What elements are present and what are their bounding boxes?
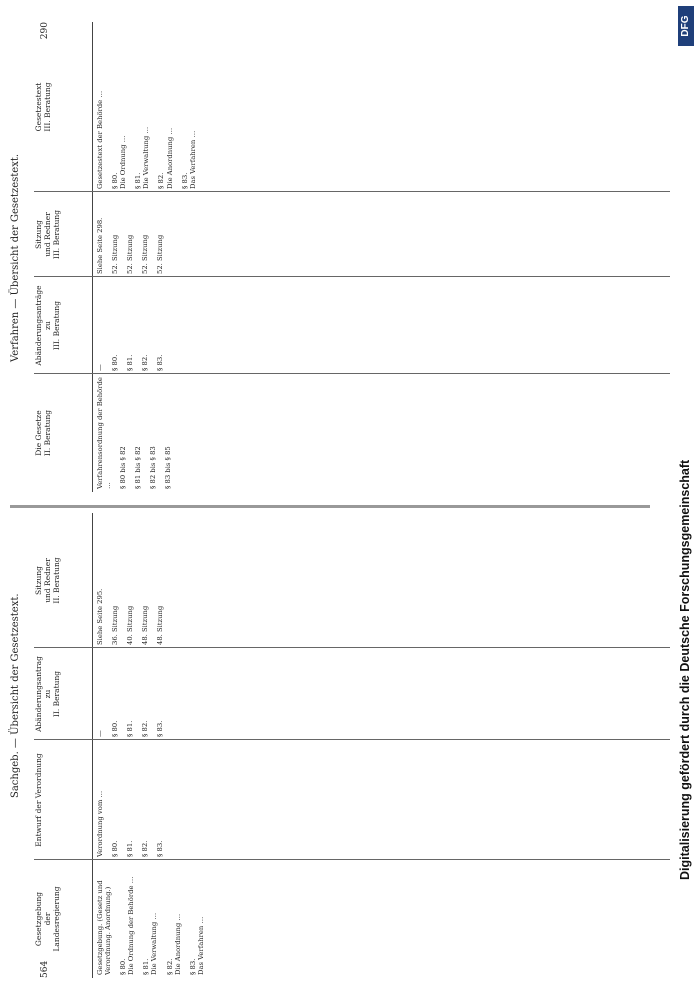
column-body (96, 195, 670, 274)
table-entry: Siehe Seite 298. (96, 217, 104, 274)
table-entry: 52. Sitzung (126, 234, 135, 274)
running-head-left: Sachgeb. — Übersicht der Gesetzestext. (10, 593, 21, 798)
table-entry: § 83. Das Verfahren … (188, 916, 205, 975)
column-header: Gesetzgebung der Landesregierung (34, 886, 61, 952)
page-number-left: 564 (40, 960, 50, 978)
page-number-right: 290 (40, 22, 50, 40)
left-page (10, 513, 670, 978)
column-rule (34, 647, 670, 648)
column-body (96, 743, 670, 857)
table-entry: 48. Sitzung (156, 605, 165, 645)
table-entry: § 83. (156, 720, 165, 737)
table-entry: § 82. (141, 354, 150, 371)
table-entry: § 82. Die Anordnung … (165, 913, 182, 975)
table-entry: § 81. (126, 720, 135, 737)
table-entry: Verordnung vom … (96, 790, 104, 857)
column-header: Die Gesetze II. Beratung (34, 409, 52, 457)
table-entry: § 80. (111, 720, 120, 737)
table-entry: § 80. Die Ordnung … (111, 135, 128, 189)
table-entry: § 81. (126, 840, 135, 857)
running-head-right: Verfahren — Übersicht der Gesetzestext. (10, 153, 21, 362)
table-entry: — (96, 364, 104, 371)
table-entry: § 83 bis § 85 (164, 446, 173, 489)
digitization-stamp (676, 0, 698, 1000)
table-entry: Siehe Seite 295. (96, 588, 104, 645)
table-entry: — (96, 730, 104, 737)
column-header: Abänderungsantrag zu II. Beratung (34, 656, 61, 732)
table-entry: Gesetzgebung. (Gesetz und Verordnung. Anordnung.) (96, 880, 113, 975)
table-entry: 52. Sitzung (111, 234, 120, 274)
table-entry: § 80. Die Ordnung der Behörde … (119, 876, 136, 975)
column-header: Sitzung und Redner II. Beratung (34, 557, 61, 604)
column-header: Abänderungsanträge zu III. Beratung (34, 285, 61, 366)
dfg-logo: DFG (678, 6, 694, 46)
table-entry: 52. Sitzung (141, 234, 150, 274)
table-entry: Verfahrensordnung der Behörde … (96, 377, 113, 489)
table-entry: § 82 bis § 83 (149, 446, 158, 489)
table-entry: § 80. (111, 840, 120, 857)
table-entry: § 83. (156, 840, 165, 857)
table-entry: § 80 bis § 82 (119, 446, 128, 489)
book-spine (10, 505, 650, 508)
table-entry: § 83. Das Verfahren … (180, 130, 197, 189)
table-entry: § 82. (141, 840, 150, 857)
column-header: Gesetzestext III. Beratung (34, 82, 52, 132)
table-entry: Gesetzestext der Behörde … (96, 90, 104, 189)
table-entry: 48. Sitzung (141, 605, 150, 645)
column-rule (34, 739, 670, 740)
table-entry: § 81 bis § 82 (134, 446, 143, 489)
right-page (10, 22, 670, 492)
table-entry: § 82. (141, 720, 150, 737)
table-entry: § 81. (126, 354, 135, 371)
column-body (96, 25, 670, 189)
table-entry: § 81. Die Verwaltung … (134, 126, 151, 189)
column-rule (34, 191, 670, 192)
column-rule (34, 373, 670, 374)
column-header: Sitzung und Redner III. Beratung (34, 209, 61, 260)
table-entry: 36. Sitzung (111, 605, 120, 645)
column-rule (34, 859, 670, 860)
column-body (96, 516, 670, 645)
column-header: Entwurf der Verordnung (34, 753, 43, 847)
column-body (96, 651, 670, 737)
table-entry: § 80. (111, 354, 120, 371)
column-body (96, 863, 670, 975)
table-entry: § 83. (156, 354, 165, 371)
funding-note: Digitalisierung gefördert durch die Deutsche Forschungsgemeinschaft (678, 459, 692, 880)
column-body (96, 280, 670, 371)
column-body (96, 377, 670, 489)
table-entry: § 82. Die Anordnung … (157, 127, 174, 189)
table-entry: 52. Sitzung (156, 234, 165, 274)
table-entry: 40. Sitzung (126, 605, 135, 645)
column-rule (34, 276, 670, 277)
table-entry: § 81. Die Verwaltung … (142, 912, 159, 975)
